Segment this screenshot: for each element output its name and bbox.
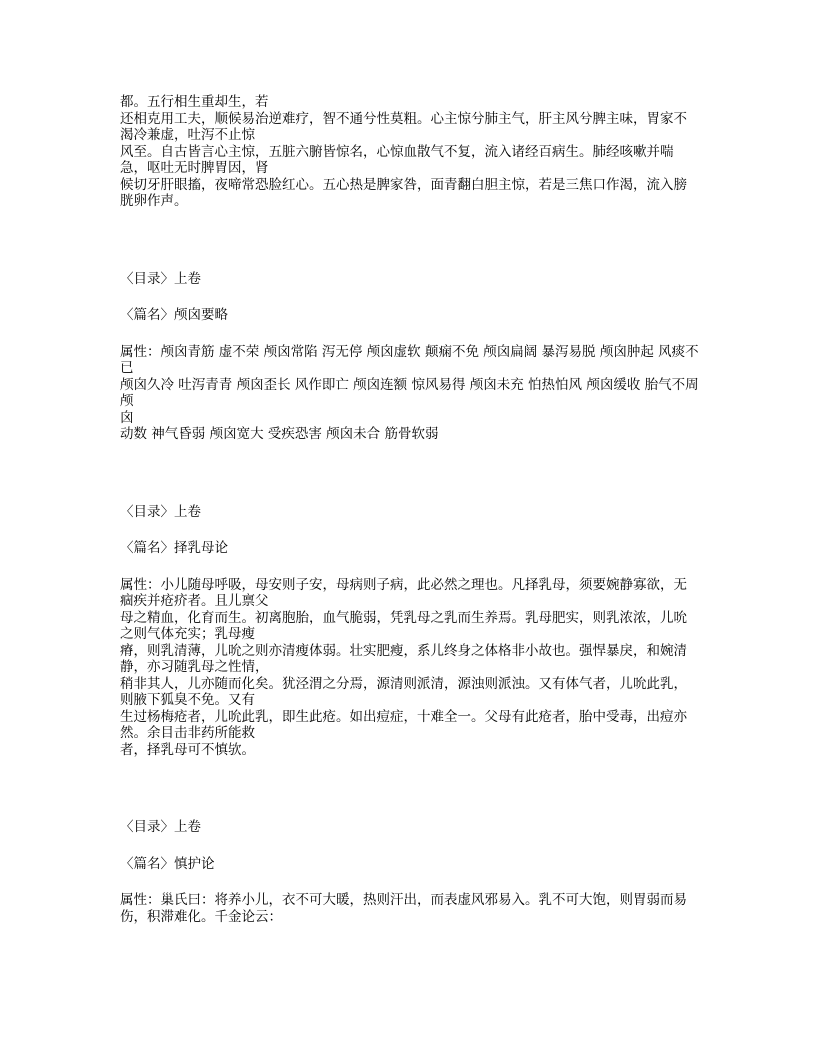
spacer xyxy=(120,836,700,856)
intro-line: 还相克用工夫，顺候易治逆难疗，智不通兮性莫粗。心主惊兮肺主气，肝主风兮脾主味，胃家不渴冷兼虚，吐泻不止惊 xyxy=(120,110,687,143)
chapter-title: 〈篇名〉择乳母论 xyxy=(120,540,228,556)
intro-paragraph xyxy=(120,94,700,210)
catalog-label: 〈目录〉上卷 xyxy=(120,270,201,287)
spacer xyxy=(120,872,700,892)
intro-line: 候切牙肝眼搐，夜啼常恐脸红心。五心热是脾家咎，面青翻白胆主惊，若是三焦口作渴，流入膀胱卵作声。 xyxy=(120,176,687,209)
spacer xyxy=(120,443,700,504)
document-page xyxy=(120,94,700,925)
spacer xyxy=(120,287,700,307)
spacer xyxy=(120,758,700,819)
spacer xyxy=(120,210,700,271)
body-line: 属性：巢氏曰：将养小儿，衣不可大暖，热则汗出，而表虚风邪易入。乳不可大饱，则胃弱而易伤，积滞难化。千金论云： xyxy=(120,892,687,925)
body-line: 颅囟久冷 吐泻青青 颅囟歪长 风作即亡 颅囟连额 惊风易得 颅囟未充 怕热怕风 颅囟缓收 胎气不周 颅 xyxy=(120,376,699,409)
chapter-title: 〈篇名〉颅囟要略 xyxy=(120,307,228,323)
section-shen-hu-lun xyxy=(120,819,700,925)
body-line: 瘠，则乳清薄，儿吮之则亦清瘦体弱。壮实肥瘦，系儿终身之体格非小故也。强悍暴戾，和婉清静，亦习随乳母之性情， xyxy=(120,642,687,675)
chapter-title: 〈篇名〉慎护论 xyxy=(120,855,215,872)
spacer xyxy=(120,520,700,540)
body-line: 囟 xyxy=(120,409,134,426)
body-line: 属性：颅囟青筋 虚不荣 颅囟常陷 泻无停 颅囟虚软 颠痫不免 颅囟扁阔 暴泻易脱 颅囟肿起 风痰不已 xyxy=(120,343,699,376)
body-line: 动数 神气昏弱 颅囟宽大 受疾恐害 颅囟未合 筋骨软弱 xyxy=(120,426,439,442)
section-luxin-yaolue xyxy=(120,271,700,443)
intro-line: 风至。自古皆言心主惊，五脏六腑皆惊名，心惊血散气不复，流入诸经百病生。肺经咳嗽并喘急，呕吐无时脾胃因，肾 xyxy=(120,143,674,176)
section-ze-rumu-lun xyxy=(120,504,700,759)
catalog-label: 〈目录〉上卷 xyxy=(120,503,201,520)
body-line: 母之精血，化育而生。初离胞胎，血气脆弱，凭乳母之乳而生养焉。乳母肥实，则乳浓浓，儿吮之则气体充实；乳母瘦 xyxy=(120,609,687,642)
body-line: 稍非其人，儿亦随而化矣。犹泾渭之分焉，源清则派清，源浊则派浊。又有体气者，儿吮此乳，则腋下狐臭不免。又有 xyxy=(120,675,687,708)
catalog-label: 〈目录〉上卷 xyxy=(120,819,201,835)
body-line: 生过杨梅疮者，儿吮此乳，即生此疮。如出痘症，十难全一。父母有此疮者，胎中受毒，出痘亦然。余目击非药所能救 xyxy=(120,708,687,741)
section-body xyxy=(120,892,700,925)
section-body xyxy=(120,344,700,443)
section-body xyxy=(120,577,700,759)
spacer xyxy=(120,324,700,344)
intro-line: 都。五行相生重却生，若 xyxy=(120,94,269,110)
body-line: 属性：小儿随母呼吸，母安则子安，母病则子病，此必然之理也。凡择乳母，须要婉静寡欲，无痼疾并疮疥者。且儿禀父 xyxy=(120,576,687,609)
body-line: 者，择乳母可不慎欤。 xyxy=(120,741,255,758)
spacer xyxy=(120,557,700,577)
